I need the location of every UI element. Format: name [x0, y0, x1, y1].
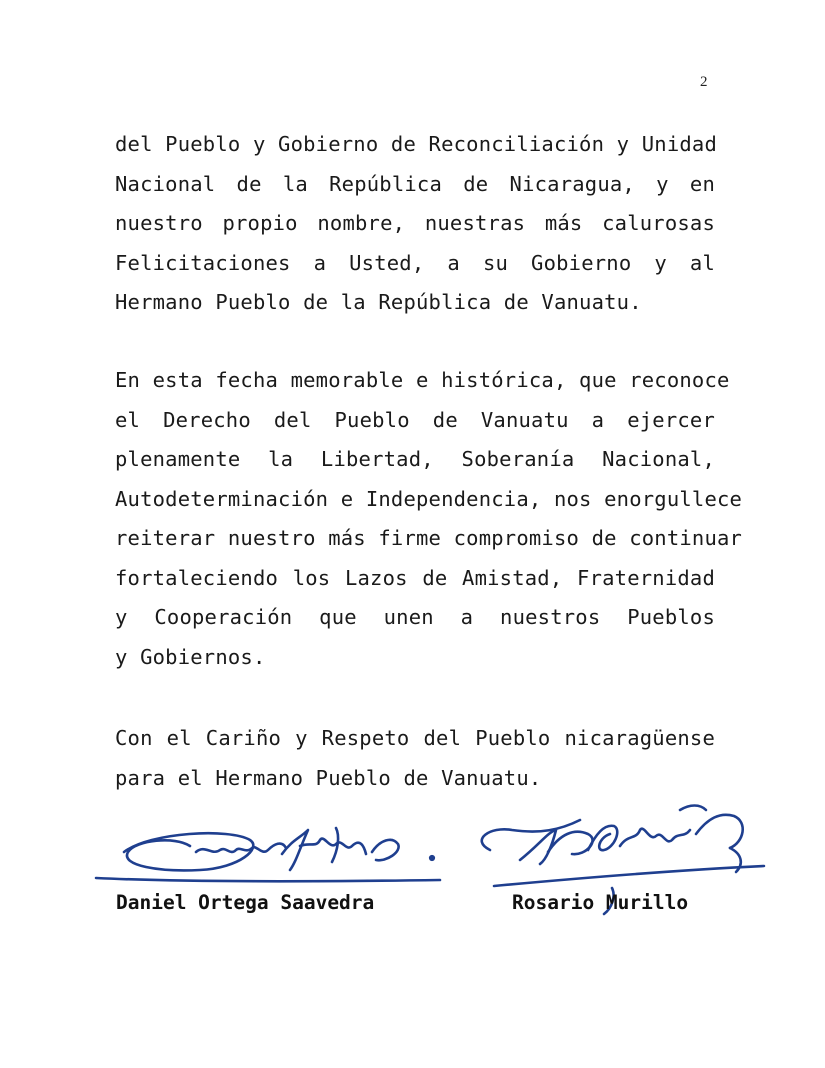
paragraph-line: reiterar nuestro más firme compromiso de continuar: [115, 526, 743, 550]
paragraph-line: del Pueblo y Gobierno de Reconciliación y Unidad: [115, 132, 718, 156]
paragraph-line: y Cooperación que unen a nuestros Pueblos: [115, 605, 715, 629]
paragraph-line: Felicitaciones a Usted, a su Gobierno y al: [115, 250, 715, 275]
paragraph-congratulations: [115, 132, 718, 331]
paragraph-line: Hermano Pueblo de la República de Vanuatu.: [115, 290, 642, 314]
page-number: 2: [700, 74, 708, 90]
signer-name-rosario-murillo: Rosario Murillo: [512, 891, 689, 914]
paragraph-line: plenamente la Libertad, Soberanía Nacional,: [115, 447, 715, 471]
paragraph-line: el Derecho del Pueblo de Vanuatu a ejercer: [115, 407, 715, 432]
paragraph-line: y Gobiernos.: [115, 644, 266, 669]
paragraph-line: Nacional de la República de Nicaragua, y en: [115, 171, 715, 196]
signer-name-daniel-ortega: Daniel Ortega Saavedra: [116, 891, 375, 914]
paragraph-line: para el Hermano Pueblo de Vanuatu.: [115, 765, 542, 790]
paragraph-line: nuestro propio nombre, nuestras más calurosas: [115, 211, 715, 235]
signature-daniel-ortega: [96, 828, 440, 881]
paragraph-line: En esta fecha memorable e histórica, que reconoce: [115, 368, 730, 392]
paragraph-line: fortaleciendo los Lazos de Amistad, Fraternidad: [115, 565, 715, 590]
paragraph-line: Con el Cariño y Respeto del Pueblo nicaragüense: [115, 726, 715, 750]
paragraph-line: Autodeterminación e Independencia, nos enorgullece: [115, 486, 743, 511]
paragraph-commitment: [115, 368, 743, 685]
